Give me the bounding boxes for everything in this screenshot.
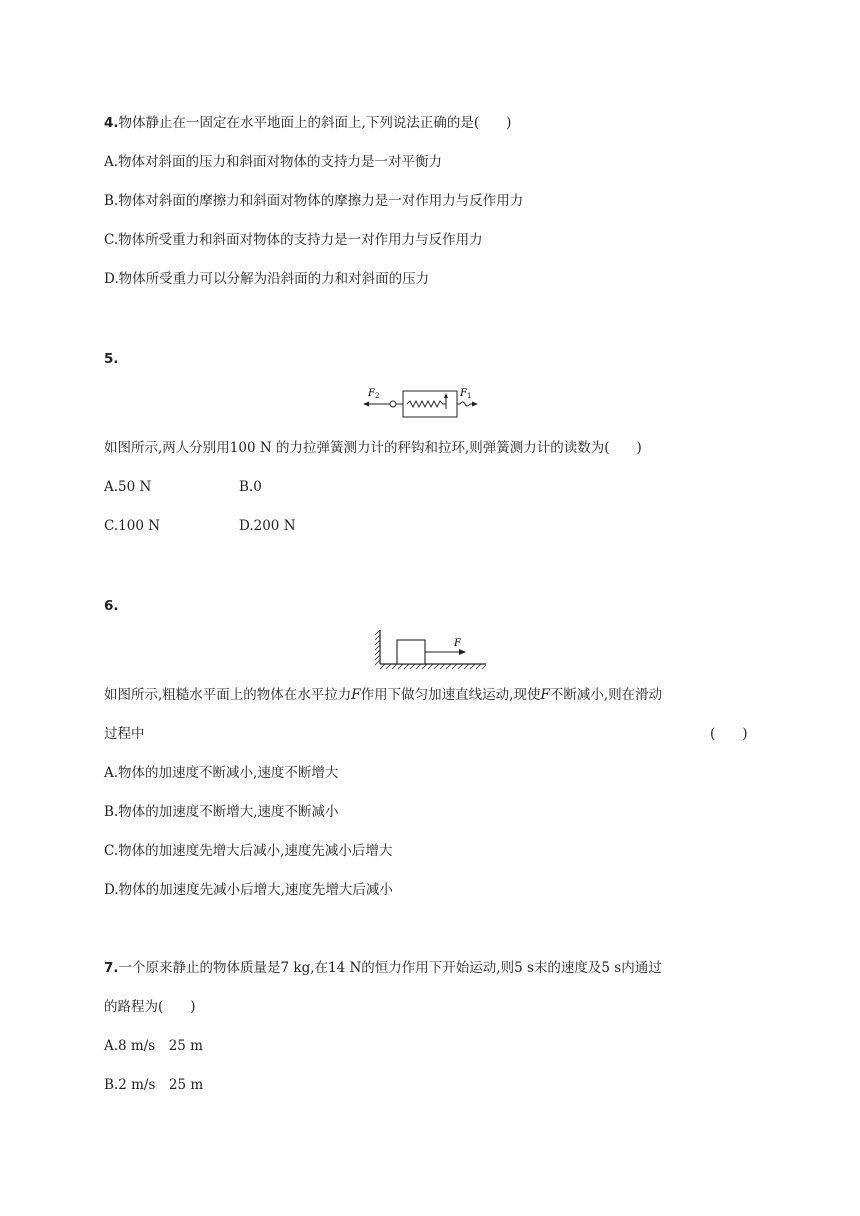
option-b: B.物体对斜面的摩擦力和斜面对物体的摩擦力是一对作用力与反作用力 xyxy=(104,193,524,209)
option-b: B.物体的加速度不断增大,速度不断减小 xyxy=(104,804,339,820)
option-a: A.物体对斜面的压力和斜面对物体的支持力是一对平衡力 xyxy=(104,154,443,170)
option-c: C.100 N xyxy=(104,518,161,534)
spring-scale-figure xyxy=(360,382,480,420)
block-on-surface-figure xyxy=(372,626,490,672)
question-6-stem-line1: 如图所示,粗糙水平面上的物体在水平拉力F作用下做匀加速直线运动,现使F不断减小,则在滑动 xyxy=(104,687,663,703)
option-c: C.物体的加速度先增大后减小,速度先减小后增大 xyxy=(104,843,393,859)
option-c: C.物体所受重力和斜面对物体的支持力是一对作用力与反作用力 xyxy=(104,232,483,248)
force-label: F xyxy=(454,638,461,649)
question-6-stem-line2: 过程中 xyxy=(104,726,145,742)
question-5-number: 5. xyxy=(104,351,119,367)
question-number: 4. xyxy=(104,115,119,131)
question-4-stem: 4.物体静止在一固定在水平地面上的斜面上,下列说法正确的是( ) xyxy=(104,115,512,131)
question-7-stem-line1: 7.一个原来静止的物体质量是7 kg,在14 N的恒力作用下开始运动,则5 s末的速度及5 s内通过 xyxy=(104,960,662,976)
question-7-stem-line2: 的路程为( ) xyxy=(104,999,196,1015)
option-d: D.物体所受重力可以分解为沿斜面的力和对斜面的压力 xyxy=(104,271,430,287)
option-b: B.2 m/s 25 m xyxy=(104,1077,204,1093)
answer-bracket: ( ) xyxy=(710,726,748,742)
option-b: B.0 xyxy=(239,479,262,495)
option-a: A.物体的加速度不断减小,速度不断增大 xyxy=(104,765,339,781)
question-5-stem: 如图所示,两人分别用100 N 的力拉弹簧测力计的秤钩和拉环,则弹簧测力计的读数为( ) xyxy=(104,440,642,456)
f2-label: $F_2$ xyxy=(368,388,380,400)
option-d: D.200 N xyxy=(239,518,296,534)
option-a: A.50 N xyxy=(104,479,152,495)
option-a: A.8 m/s 25 m xyxy=(104,1038,203,1054)
question-6-number: 6. xyxy=(104,598,119,614)
option-d: D.物体的加速度先减小后增大,速度先增大后减小 xyxy=(104,882,393,898)
f1-label: $F_1$ xyxy=(460,388,472,400)
